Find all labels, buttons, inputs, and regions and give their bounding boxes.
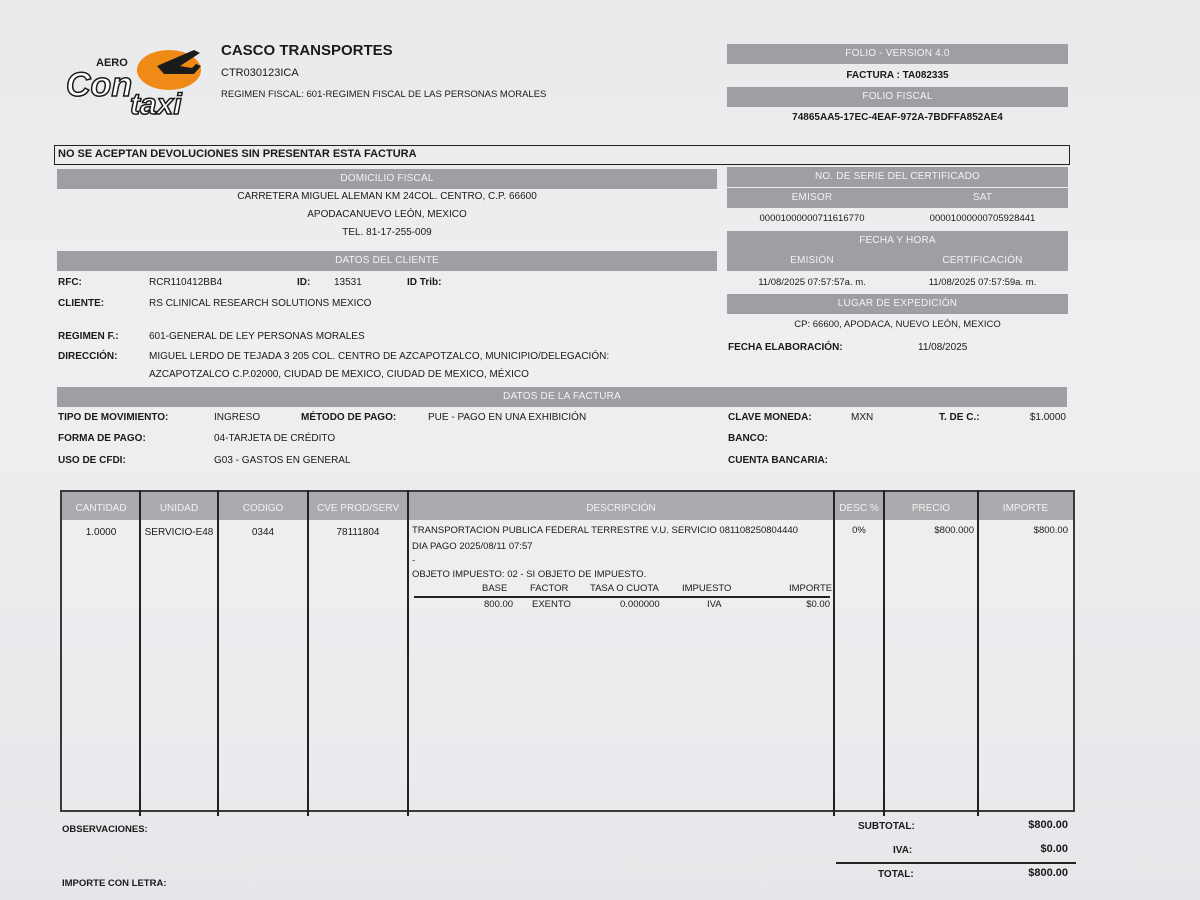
header-importe: IMPORTE [1002,503,1049,514]
header-desc-pct: DESC % [839,503,879,514]
header-descripcion: DESCRIPCIÓN [586,503,656,514]
total-divider [836,862,1076,864]
iva-label: IVA: [893,845,913,856]
fecha-bar: FECHA Y HORA [727,231,1068,251]
header-cantidad: CANTIDAD [75,503,127,514]
domicilio-line2: APODACANUEVO LEÓN, MEXICO [307,209,467,220]
banco-label: BANCO: [728,433,768,444]
certificacion-value: 11/08/2025 07:57:59a. m. [928,277,1037,288]
tax-factor-value: EXENTO [532,599,571,610]
tax-header-factor: FACTOR [530,583,569,594]
tc-value: $1.0000 [1029,412,1066,423]
item-desc-line3: - [412,555,416,566]
cliente-label: CLIENTE: [58,298,105,309]
col-divider [139,490,141,816]
total-value: $800.00 [1028,867,1068,879]
item-cantidad: 1.0000 [85,527,117,538]
folio-fiscal-bar: FOLIO FISCAL [727,87,1068,107]
item-unidad: SERVICIO-E48 [144,527,214,538]
moneda-label: CLAVE MONEDA: [728,412,812,423]
cliente-value: RS CLINICAL RESEARCH SOLUTIONS MEXICO [149,298,372,309]
domicilio-line3: TEL. 81-17-255-009 [342,227,432,238]
id-value: 13531 [334,277,362,288]
emision-value: 11/08/2025 07:57:57a. m. [758,277,866,288]
direccion-line1: MIGUEL LERDO DE TEJADA 3 205 COL. CENTRO DE AZCAPOTZALCO, MUNICIPIO/DELEGACIÓN: [149,351,610,362]
folio-fiscal-value: 74865AA5-17EC-4EAF-972A-7BDFFA852AE4 [792,112,1003,123]
factura-number: FACTURA : TA082335 [846,70,949,81]
rfc-value: RCR110412BB4 [149,277,223,288]
fecha-elaboracion-value: 11/08/2025 [918,342,968,353]
subtotal-value: $800.00 [1028,819,1068,831]
iva-value: $0.00 [1040,843,1068,855]
logo-aero-text: AERO [96,57,128,69]
logo-taxi-text: taxi [130,88,182,118]
forma-value: 04-TARJETA DE CRÉDITO [214,433,336,444]
header-cve: CVE PROD/SERV [316,503,400,514]
direccion-label: DIRECCIÓN: [58,351,118,362]
tax-header-tasa: TASA O CUOTA [590,583,659,594]
total-label: TOTAL: [878,869,914,880]
certificacion-bar: CERTIFICACIÓN [897,251,1068,271]
header-precio: PRECIO [911,503,951,514]
tax-impuesto-value: IVA [707,599,722,610]
col-divider [407,490,409,816]
observaciones-label: OBSERVACIONES: [62,824,148,835]
col-divider [883,490,885,816]
header-codigo: CODIGO [242,503,284,514]
tax-tasa-value: 0.000000 [620,599,660,610]
tax-divider [414,596,830,598]
item-importe: $800.00 [1033,525,1068,536]
tax-header-impuesto: IMPUESTO [682,583,732,594]
metodo-value: PUE - PAGO EN UNA EXHIBICIÓN [428,412,587,423]
domicilio-bar: DOMICILIO FISCAL [57,169,717,189]
col-divider [307,490,309,816]
logo-con-text: Con [66,66,133,104]
tax-header-base: BASE [482,583,508,594]
cuenta-label: CUENTA BANCARIA: [728,455,828,466]
emisor-bar: EMISOR [727,188,897,208]
company-logo [62,44,208,118]
tipo-label: TIPO DE MOVIMIENTO: [58,412,169,423]
tc-label: T. DE C.: [939,412,980,423]
lugar-bar: LUGAR DE EXPEDICIÓN [727,294,1068,314]
items-table [60,490,1075,812]
tax-header-importe: IMPORTE [789,583,833,594]
notice-box [54,145,1070,165]
idtrib-label: ID Trib: [407,277,442,288]
item-desc-line1: TRANSPORTACION PUBLICA FEDERAL TERRESTRE V.U. SERVICIO 081108250804440 [412,525,798,536]
item-codigo: 0344 [251,527,275,538]
issuer-name: CASCO TRANSPORTES [221,42,393,59]
direccion-line2: AZCAPOTZALCO C.P.02000, CIUDAD DE MEXICO, CIUDAD DE MEXICO, MÉXICO [149,369,529,380]
subtotal-label: SUBTOTAL: [858,821,915,832]
col-divider [833,490,835,816]
regimen-value: 601-GENERAL DE LEY PERSONAS MORALES [149,331,365,342]
sat-value: 00001000000705928441 [929,213,1036,224]
rfc-label: RFC: [58,277,82,288]
regimen-label: REGIMEN F.: [58,331,119,342]
header-unidad: UNIDAD [159,503,199,514]
item-cve: 78111804 [336,527,380,538]
folio-version-bar: FOLIO - VERSION 4.0 [727,44,1068,64]
metodo-label: MÉTODO DE PAGO: [301,412,397,423]
tax-base-value: 800.00 [484,599,514,610]
emision-bar: EMISIÓN [727,251,897,271]
item-precio: $800.000 [934,525,974,536]
id-label: ID: [297,277,311,288]
tipo-value: INGRESO [214,412,261,423]
sat-bar: SAT [897,188,1068,208]
col-divider [217,490,219,816]
notice-text: NO SE ACEPTAN DEVOLUCIONES SIN PRESENTAR ESTA FACTURA [58,148,417,160]
emisor-value: 00001000000711616770 [759,213,865,224]
moneda-value: MXN [851,412,874,423]
issuer-rfc: CTR030123ICA [221,67,299,79]
lugar-value: CP: 66600, APODACA, NUEVO LEÓN, MEXICO [794,319,1001,330]
uso-value: G03 - GASTOS EN GENERAL [214,455,351,466]
item-desc-line2: DIA PAGO 2025/08/11 07:57 [412,541,533,552]
importe-letra-label: IMPORTE CON LETRA: [62,878,167,889]
issuer-regimen: REGIMEN FISCAL: 601-REGIMEN FISCAL DE LAS PERSONAS MORALES [221,89,547,100]
col-divider [977,490,979,816]
domicilio-line1: CARRETERA MIGUEL ALEMAN KM 24COL. CENTRO, C.P. 66600 [237,191,537,202]
item-desc-pct: 0% [852,525,866,536]
certificado-bar: NO. DE SERIE DEL CERTIFICADO [727,167,1068,187]
fecha-elaboracion-label: FECHA ELABORACIÓN: [728,342,843,353]
cliente-bar: DATOS DEL CLIENTE [57,251,717,271]
forma-label: FORMA DE PAGO: [58,433,146,444]
item-objeto: OBJETO IMPUESTO: 02 - SI OBJETO DE IMPUESTO. [412,569,647,580]
uso-label: USO DE CFDI: [58,455,126,466]
factura-bar: DATOS DE LA FACTURA [57,387,1067,407]
tax-importe-value: $0.00 [806,599,830,610]
